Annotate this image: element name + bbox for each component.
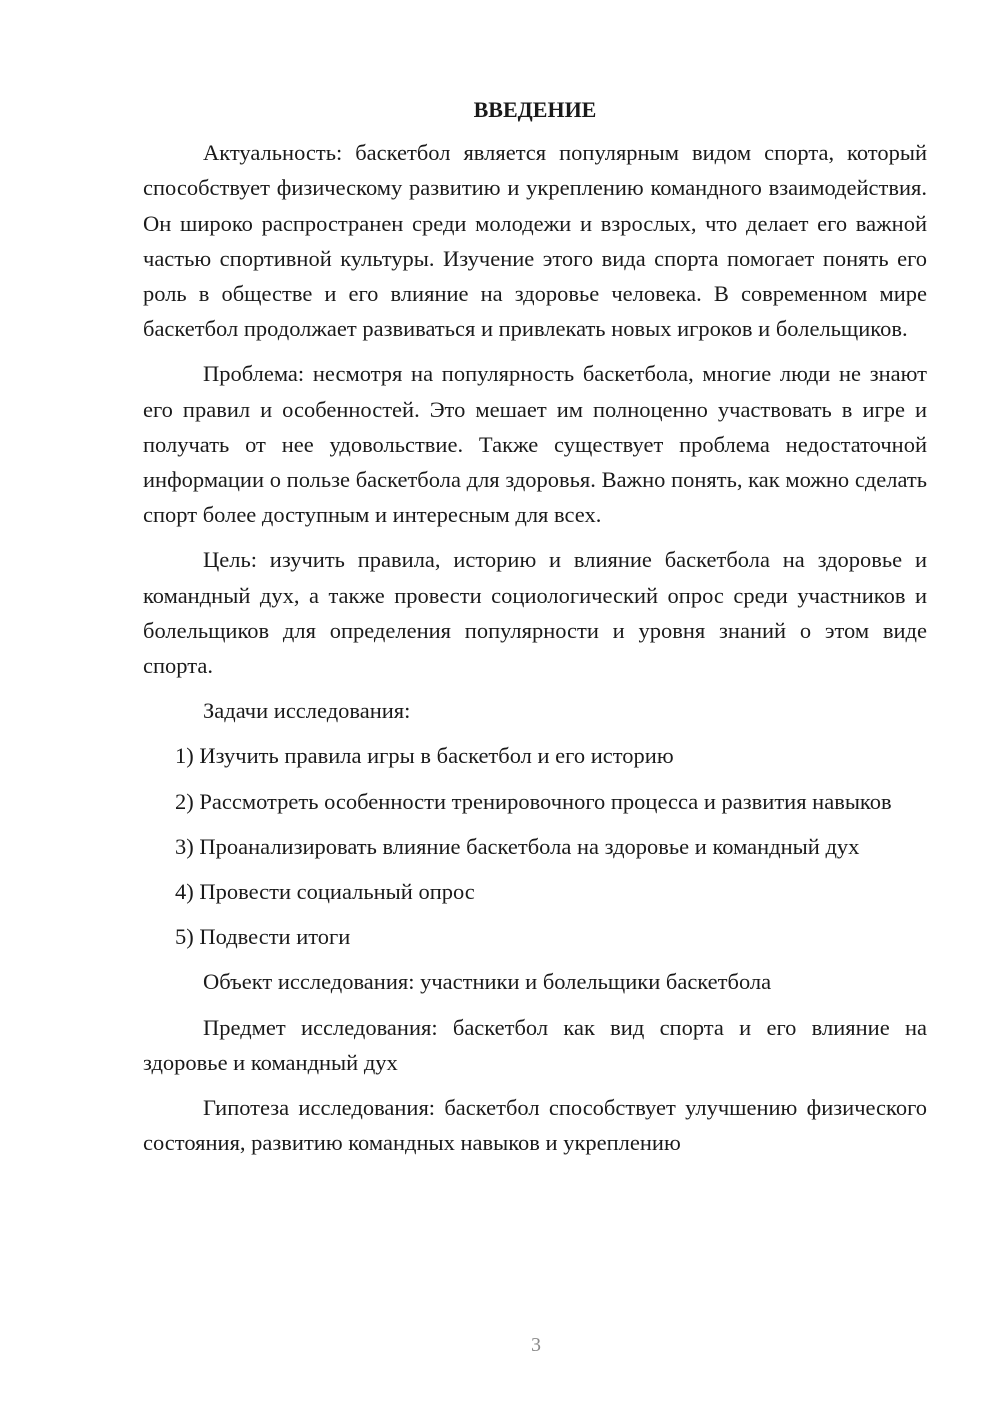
page-body bbox=[143, 92, 927, 1170]
paragraph-goal: Цель: изучить правила, историю и влияние баскетбола на здоровье и командный дух, а также провести социологический опрос среди участников и болельщиков для определения популярности и уровня знаний о этом виде спорта. bbox=[143, 547, 927, 679]
task-item-2: 2) Рассмотреть особенности тренировочного процесса и развития навыков bbox=[175, 788, 892, 814]
paragraph-object: Объект исследования: участники и болельщики баскетбола bbox=[203, 969, 772, 995]
task-item-5: 5) Подвести итоги bbox=[175, 924, 351, 950]
page-number: 3 bbox=[531, 1334, 541, 1356]
task-item-1: 1) Изучить правила игры в баскетбол и его историю bbox=[175, 743, 674, 769]
paragraph-subject: Предмет исследования: баскетбол как вид спорта и его влияние на здоровье и командный дух bbox=[143, 1014, 927, 1075]
paragraph-problem: Проблема: несмотря на популярность баскетбола, многие люди не знают его правил и особенностей. Это мешает им полноценно участвовать в игре и получать от нее удовольствие. Также существует проблема недостаточной информации о пользе баскетбола для здоровья. Важно понять, как можно сделать спорт более доступным и интересным для всех. bbox=[143, 361, 927, 528]
section-title: ВВЕДЕНИЕ bbox=[473, 97, 597, 122]
task-item-4: 4) Провести социальный опрос bbox=[175, 879, 475, 905]
paragraph-relevance: Актуальность: баскетбол является популярным видом спорта, который способствует физическому развитию и укреплению командного взаимодействия. Он широко распространен среди молодежи и взрослых, что делает его важной частью спортивной культуры. Изучение этого вида спорта помогает понять его роль в обществе и его влияние на здоровье человека. В современном мире баскетбол продолжает развиваться и привлекать новых игроков и болельщиков. bbox=[143, 140, 927, 342]
paragraph-hypothesis: Гипотеза исследования: баскетбол способствует улучшению физического состояния, развитию командных навыков и укреплению bbox=[143, 1095, 927, 1156]
tasks-heading: Задачи исследования: bbox=[203, 698, 411, 724]
task-item-3: 3) Проанализировать влияние баскетбола на здоровье и командный дух bbox=[175, 833, 860, 859]
